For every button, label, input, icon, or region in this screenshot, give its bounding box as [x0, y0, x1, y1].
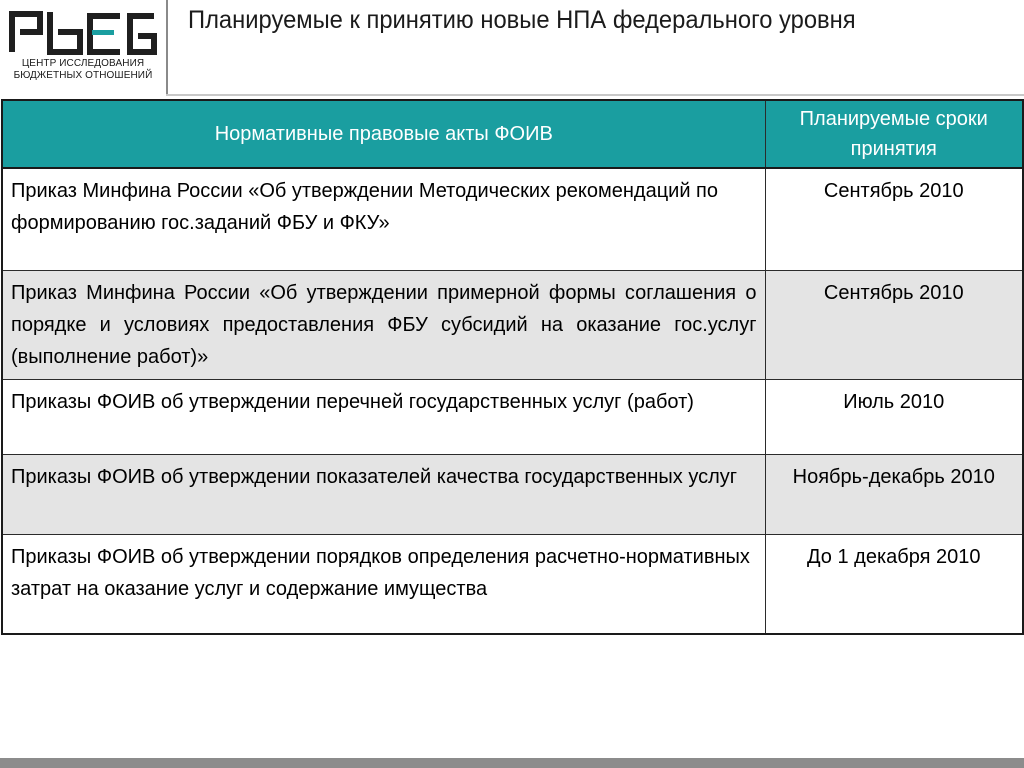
cell-term: Июль 2010 — [765, 379, 1023, 454]
slide-title: Планируемые к принятию новые НПА федерального уровня — [188, 6, 856, 34]
column-header-terms: Планируемые сроки принятия — [765, 100, 1023, 168]
logo-text-line1: ЦЕНТР ИССЛЕДОВАНИЯ — [21, 58, 145, 69]
table-row — [2, 270, 1023, 379]
footer-bar — [0, 758, 1024, 768]
table-row — [2, 168, 1023, 270]
logo — [0, 0, 168, 96]
logo-text-line2: БЮДЖЕТНЫХ ОТНОШЕНИЙ — [13, 70, 153, 81]
title-divider — [166, 94, 1024, 96]
cell-term: Сентябрь 2010 — [765, 168, 1023, 270]
cell-act: Приказы ФОИВ об утверждении перечней государственных услуг (работ) — [2, 379, 765, 454]
cell-term: До 1 декабря 2010 — [765, 534, 1023, 634]
table-row — [2, 534, 1023, 634]
cell-term: Сентябрь 2010 — [765, 270, 1023, 379]
npa-table — [1, 99, 1024, 635]
column-header-acts: Нормативные правовые акты ФОИВ — [2, 100, 765, 168]
table-header-row — [2, 100, 1023, 168]
table-row — [2, 379, 1023, 454]
cell-act: Приказы ФОИВ об утверждении порядков определения расчетно-нормативных затрат на оказание услуг и содержание имущества — [2, 534, 765, 634]
table-row — [2, 454, 1023, 534]
cell-act: Приказ Минфина России «Об утверждении Методических рекомендаций по формированию гос.заданий ФБУ и ФКУ» — [2, 168, 765, 270]
cibo-logo-mark-icon — [8, 8, 158, 56]
cell-term: Ноябрь-декабрь 2010 — [765, 454, 1023, 534]
cell-act: Приказ Минфина России «Об утверждении примерной формы соглашения о порядке и условиях предоставления ФБУ субсидий на оказание гос.услуг (выполнение работ)» — [2, 270, 765, 379]
cell-act: Приказы ФОИВ об утверждении показателей качества государственных услуг — [2, 454, 765, 534]
